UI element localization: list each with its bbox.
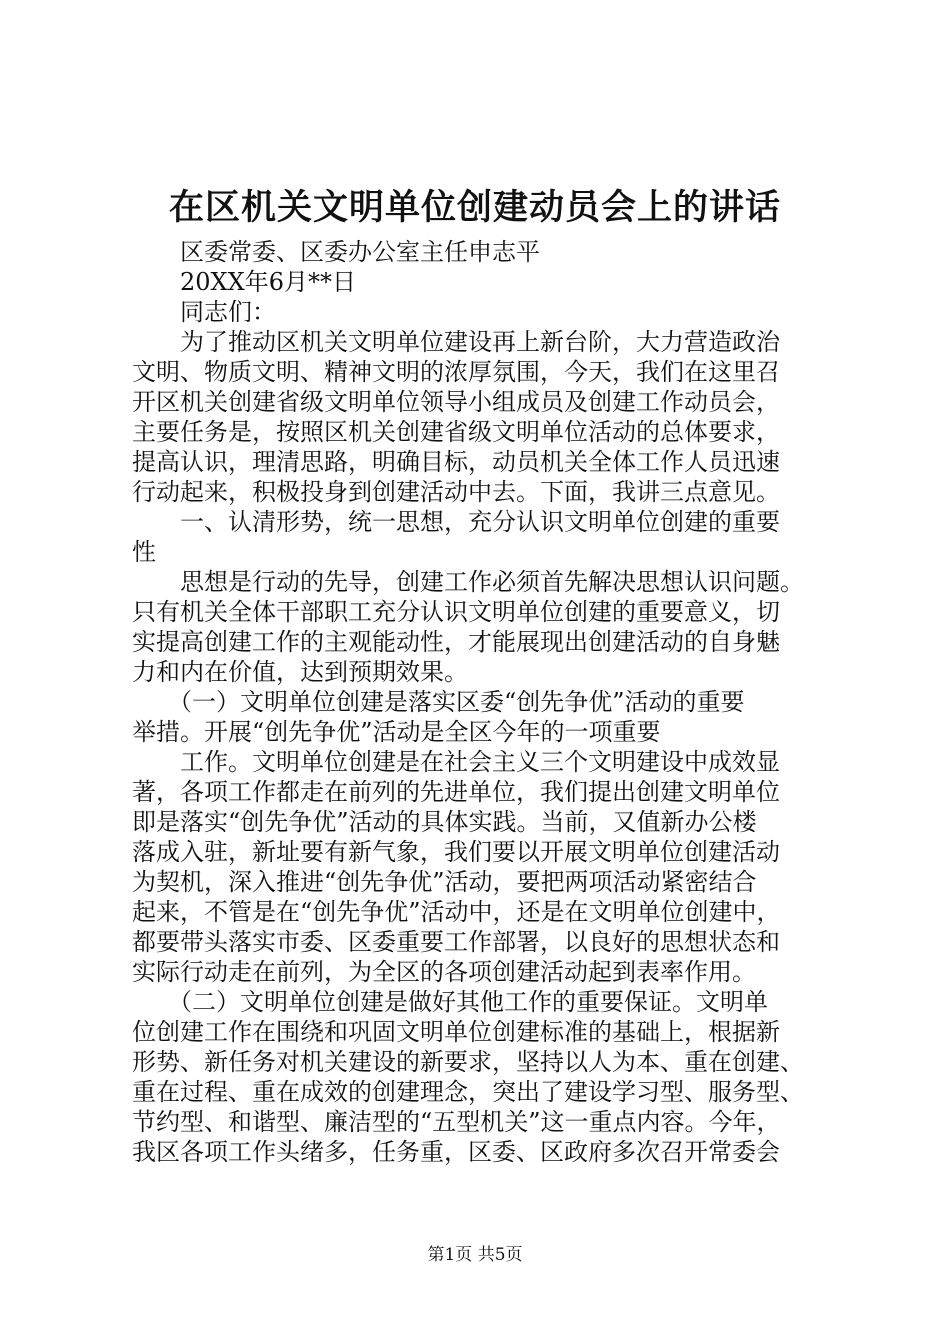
body-line: 开区机关创建省级文明单位领导小组成员及创建工作动员会， [132, 388, 780, 416]
body-line: 形势、新任务对机关建设的新要求，坚持以人为本、重在创建、 [132, 1048, 804, 1076]
body-line: 工作。文明单位创建是在社会主义三个文明建设中成效显 [132, 748, 780, 776]
body-line: 即是落实“创先争优”活动的具体实践。当前，又值新办公楼 [132, 808, 757, 836]
body-line: 同志们： [132, 298, 276, 326]
body-line: 重在过程、重在成效的创建理念，突出了建设学习型、服务型、 [132, 1078, 804, 1106]
body-line: 著，各项工作都走在前列的先进单位，我们提出创建文明单位 [132, 778, 780, 806]
body-line: 我区各项工作头绪多，任务重，区委、区政府多次召开常委会 [132, 1138, 780, 1166]
body-line: 思想是行动的先导，创建工作必须首先解决思想认识问题。 [132, 568, 804, 596]
document-title: 在区机关文明单位创建动员会上的讲话 [168, 187, 781, 228]
body-line: 实际行动走在前列，为全区的各项创建活动起到表率作用。 [132, 958, 756, 986]
body-line: 节约型、和谐型、廉洁型的“五型机关”这一重点内容。今年， [132, 1108, 781, 1136]
body-line: 力和内在价值，达到预期效果。 [132, 658, 468, 686]
body-line: 落成入驻，新址要有新气象，我们要以开展文明单位创建活动 [132, 838, 780, 866]
body-line: （二）文明单位创建是做好其他工作的重要保证。文明单 [132, 988, 768, 1016]
body-line: 只有机关全体干部职工充分认识文明单位创建的重要意义，切 [132, 598, 780, 626]
body-line: 一、认清形势，统一思想，充分认识文明单位创建的重要 [132, 508, 780, 536]
body-line: 性 [132, 538, 156, 566]
body-line: 举措。开展“创先争优”活动是全区今年的一项重要 [132, 718, 661, 746]
body-line: 起来，不管是在“创先争优”活动中，还是在文明单位创建中， [132, 898, 781, 926]
body-line: 行动起来，积极投身到创建活动中去。下面，我讲三点意见。 [132, 478, 780, 506]
body-line: （一）文明单位创建是落实区委“创先争优”活动的重要 [132, 688, 745, 716]
page-footer: 第1页 共5页 [427, 1245, 523, 1265]
body-line: 位创建工作在围绕和巩固文明单位创建标准的基础上，根据新 [132, 1018, 780, 1046]
body-line: 为契机，深入推进“创先争优”活动，要把两项活动紧密结合 [132, 868, 757, 896]
body-line: 20XX年6月**日 [132, 268, 356, 296]
body-line: 提高认识，理清思路，明确目标，动员机关全体工作人员迅速 [132, 448, 780, 476]
body-line: 都要带头落实市委、区委重要工作部署，以良好的思想状态和 [132, 928, 780, 956]
document-body [132, 237, 832, 1167]
body-line: 为了推动区机关文明单位建设再上新台阶，大力营造政治 [132, 328, 780, 356]
body-line: 主要任务是，按照区机关创建省级文明单位活动的总体要求， [132, 418, 780, 446]
body-line: 实提高创建工作的主观能动性，才能展现出创建活动的自身魅 [132, 628, 780, 656]
body-line: 区委常委、区委办公室主任申志平 [132, 238, 540, 266]
body-line: 文明、物质文明、精神文明的浓厚氛围，今天，我们在这里召 [132, 358, 780, 386]
